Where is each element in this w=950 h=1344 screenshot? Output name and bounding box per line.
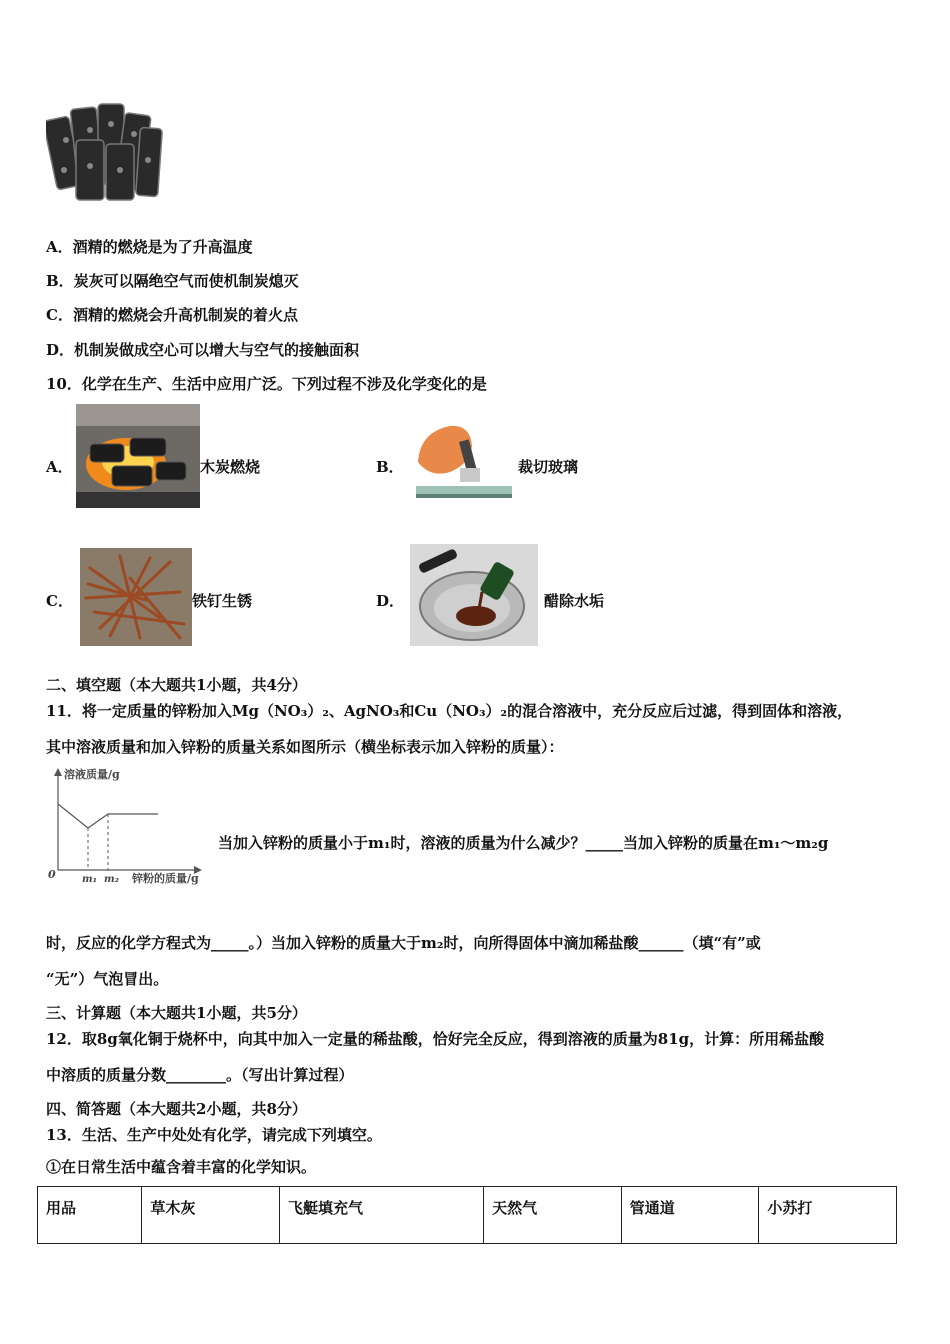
graph-tick-m1: m₁ bbox=[82, 874, 97, 885]
q13-sub1: ①在日常生活中蕴含着丰富的化学知识。 bbox=[46, 1158, 317, 1176]
q10-option-a-label: 木炭燃烧 bbox=[200, 458, 261, 476]
graph-tick-m2: m₂ bbox=[104, 874, 119, 885]
graph-origin: 0 bbox=[48, 868, 56, 881]
q10-option-b-label: 裁切玻璃 bbox=[518, 458, 579, 476]
glass-cutting-image bbox=[410, 412, 514, 508]
q13-table bbox=[37, 1186, 897, 1244]
q11-line4: “无”）气泡冒出。 bbox=[46, 970, 169, 988]
q12-line2: 中溶质的质量分数________。（写出计算过程） bbox=[46, 1066, 354, 1084]
table-cell: 飞艇填充气 bbox=[279, 1187, 483, 1244]
q10-option-c-letter: C． bbox=[46, 592, 73, 610]
section-3-heading: 三、计算题（本大题共1小题，共5分） bbox=[46, 1004, 307, 1022]
q9-option-d: D．机制炭做成空心可以增大与空气的接触面积 bbox=[46, 341, 360, 359]
graph-xlabel: 锌粉的质量/g bbox=[132, 872, 199, 885]
q9-option-a: A．酒精的燃烧是为了升高温度 bbox=[46, 238, 253, 256]
section-4-heading: 四、简答题（本大题共2小题，共8分） bbox=[46, 1100, 307, 1118]
solution-mass-graph bbox=[42, 764, 220, 890]
q9-option-c: C．酒精的燃烧会升高机制炭的着火点 bbox=[46, 306, 298, 324]
q10-stem: 10．化学在生产、生活中应用广泛。下列过程不涉及化学变化的是 bbox=[46, 375, 487, 393]
q11-line3: 时，反应的化学方程式为_____。）当加入锌粉的质量大于m₂时，向所得固体中滴加稀盐酸______（填“有”或 bbox=[46, 934, 761, 952]
q12-line1: 12．取8g氧化铜于烧杯中，向其中加入一定量的稀盐酸，恰好完全反应，得到溶液的质量为81g，计算：所用稀盐酸 bbox=[46, 1030, 825, 1048]
table-row bbox=[38, 1187, 897, 1244]
q9-option-b: B．炭灰可以隔绝空气而使机制炭熄灭 bbox=[46, 272, 299, 290]
q11-line2: 其中溶液质量和加入锌粉的质量关系如图所示（横坐标表示加入锌粉的质量）： bbox=[46, 738, 564, 756]
q11-line1: 11．将一定质量的锌粉加入Mg（NO₃）₂、AgNO₃和Cu（NO₃）₂的混合溶液中，充分反应后过滤，得到固体和溶液， bbox=[46, 702, 853, 720]
q10-option-b-letter: B． bbox=[376, 458, 404, 476]
table-cell: 小苏打 bbox=[759, 1187, 897, 1244]
q13-stem: 13．生活、生产中处处有化学，请完成下列填空。 bbox=[46, 1126, 382, 1144]
table-cell: 草木灰 bbox=[142, 1187, 280, 1244]
q10-option-a-letter: A． bbox=[46, 458, 73, 476]
q10-option-c-label: 铁钉生锈 bbox=[192, 592, 253, 610]
q10-option-d-label: 醋除水垢 bbox=[544, 592, 605, 610]
graph-ylabel: 溶液质量/g bbox=[64, 768, 120, 781]
q11-beside-graph: 当加入锌粉的质量小于m₁时，溶液的质量为什么减少？_____当加入锌粉的质量在m₁～m₂g bbox=[218, 834, 829, 852]
table-cell: 天然气 bbox=[484, 1187, 622, 1244]
rusty-nails-image bbox=[80, 548, 192, 646]
section-2-heading: 二、填空题（本大题共1小题，共4分） bbox=[46, 676, 307, 694]
charcoal-briquettes-image bbox=[46, 100, 164, 204]
charcoal-burning-image bbox=[76, 404, 200, 508]
q10-option-d-letter: D． bbox=[376, 592, 405, 610]
table-cell: 管通道 bbox=[621, 1187, 759, 1244]
table-cell: 用品 bbox=[38, 1187, 142, 1244]
vinegar-scale-image bbox=[410, 544, 538, 646]
